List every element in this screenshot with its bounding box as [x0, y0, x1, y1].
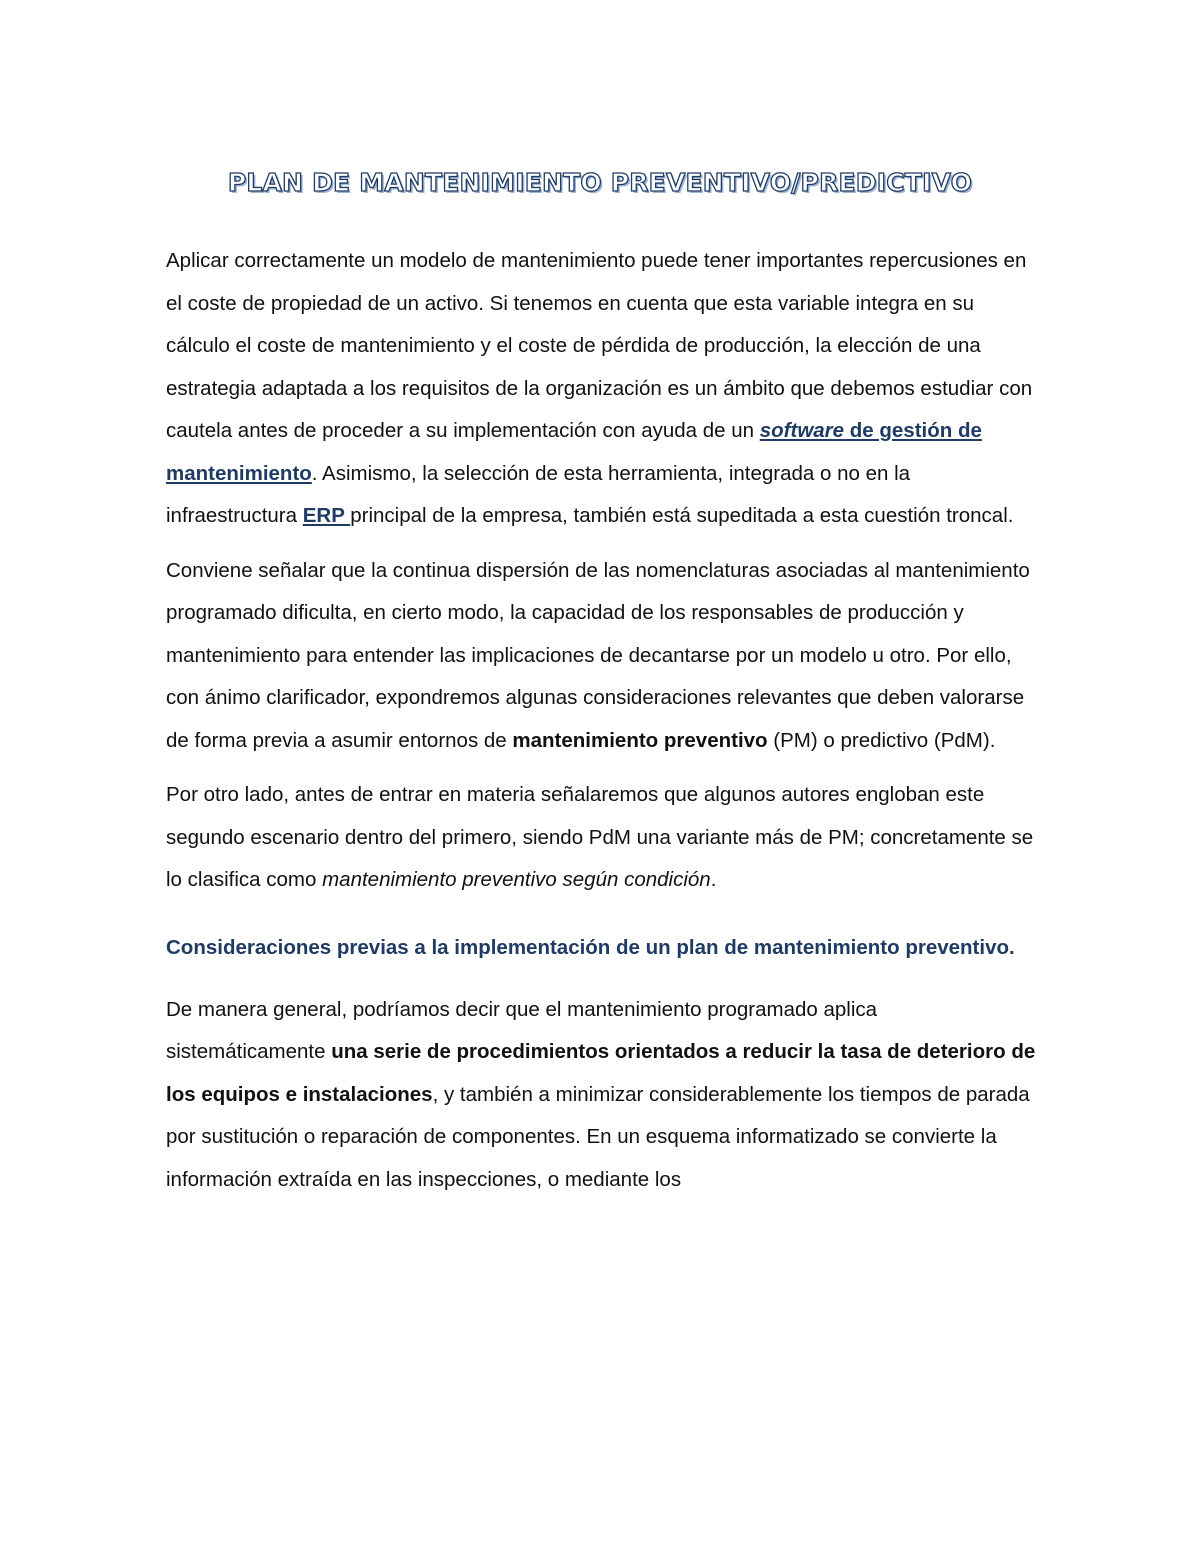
paragraph-text: Conviene señalar que la continua dispersión de las nomenclaturas asociadas al mantenimiento programado dificulta, en cierto modo, la capacidad de los responsables de producción y mantenimiento para entender las implicaciones de decantarse por un modelo u otro. Por ello, con ánimo clarificador, expondremos algunas consideraciones relevantes que deben valorarse de forma previa a asumir entornos de: [166, 558, 1030, 752]
paragraph-mantenimiento-programado: [166, 989, 1036, 1202]
paragraph-text: principal de la empresa, también está supeditada a esta cuestión troncal.: [350, 504, 1014, 527]
paragraph-text: Aplicar correctamente un modelo de mantenimiento puede tener importantes repercusiones en el coste de propiedad de un activo. Si tenemos en cuenta que esta variable integra en su cálculo el coste de mantenimiento y el coste de pérdida de producción, la elección de una estrategia adaptada a los requisitos de la organización es un ámbito que debemos estudiar con cautela antes de proceder a su implementación con ayuda de un: [166, 249, 1033, 442]
bold-text: una serie de procedimientos orientados a reducir la tasa de deterioro de los equipos e instalaciones: [166, 1040, 1036, 1106]
bold-text: mantenimiento preventivo: [512, 728, 768, 752]
section-heading: Consideraciones previas a la implementación de un plan de mantenimiento preventivo.: [166, 935, 1015, 959]
paragraph-text: (PM) o predictivo (PdM).: [767, 728, 996, 752]
paragraph-nomenclaturas: [166, 550, 1036, 763]
paragraph-text: .: [710, 868, 717, 891]
link-text: de gestión de mantenimiento: [166, 419, 982, 485]
paragraph-pdm-variante: [166, 774, 1036, 902]
paragraph-text: . Asimismo, la selección de esta herramienta, integrada o no en la infraestructura: [166, 461, 911, 527]
italic-text: mantenimiento preventivo según condición: [322, 868, 711, 891]
link-italic-text: software: [759, 419, 845, 442]
paragraph-text: , y también a minimizar considerablemente los tiempos de parada por sustitución o reparación de componentes. En un esquema informatizado se convierte la información extraída en las inspecciones, o mediante los: [166, 1082, 1030, 1191]
paragraph-intro: [166, 240, 1036, 538]
document-body: [166, 240, 1036, 1213]
page-title: PLAN DE MANTENIMIENTO PREVENTIVO/PREDICTIVO: [227, 168, 973, 197]
paragraph-text: De manera general, podríamos decir que el mantenimiento programado aplica sistemáticamente: [166, 997, 878, 1063]
paragraph-text: Por otro lado, antes de entrar en materia señalaremos que algunos autores engloban este segundo escenario dentro del primero, siendo PdM una variante más de PM; concretamente se lo clasifica como: [166, 783, 1034, 891]
link-erp[interactable]: ERP: [302, 504, 351, 527]
